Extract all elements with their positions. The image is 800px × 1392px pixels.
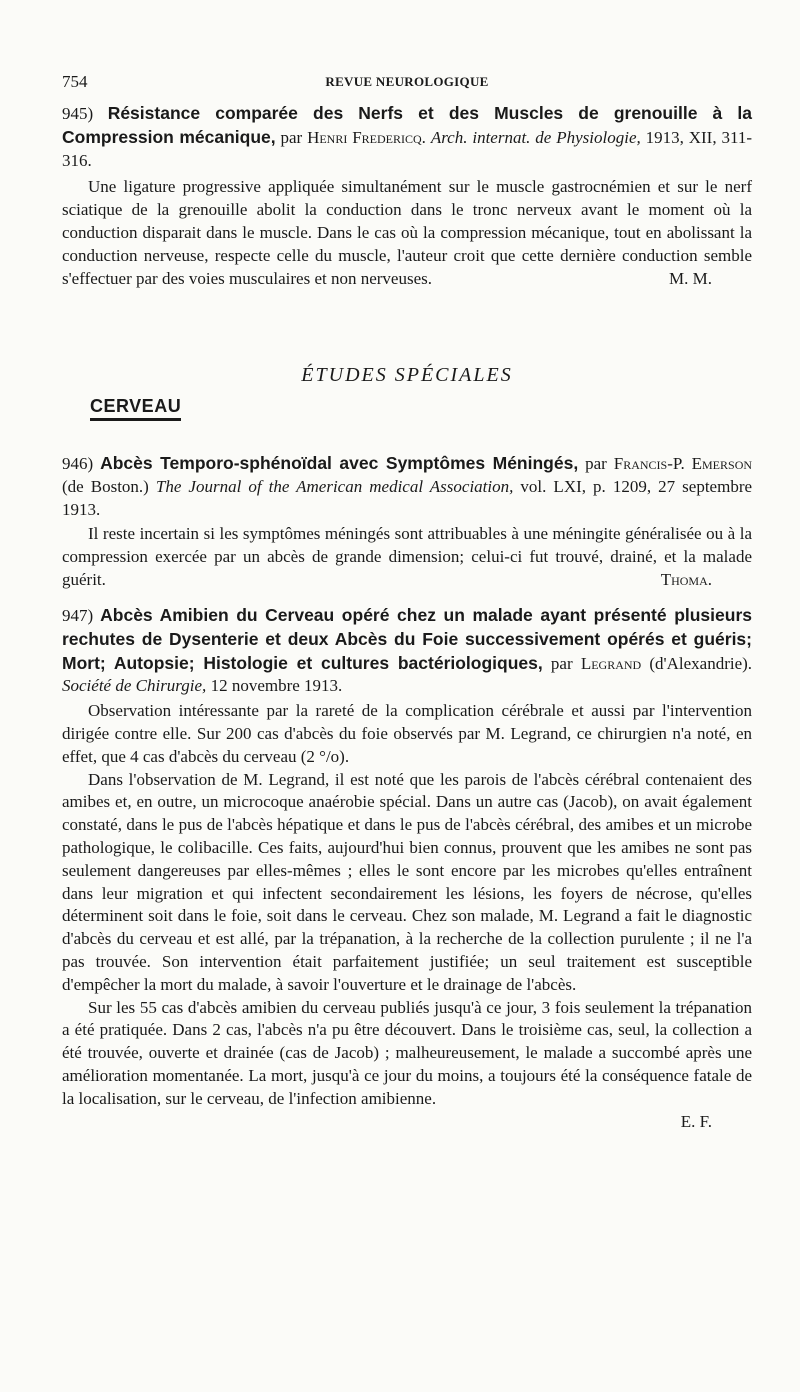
entry-title: Abcès Amibien du Cerveau opéré chez un malade ayant présenté plusieurs rechutes de Dysenterie et deux Abcès du Foie successivement opérés et guéris; Mort; Autopsie; Histologie et cultures bactériologiques, [62, 605, 752, 673]
entry-946 [62, 452, 752, 592]
page-number: 754 [62, 72, 88, 91]
by-word: par [280, 127, 303, 147]
by-word: par [585, 454, 607, 473]
entry-signature: E. F. [680, 1111, 712, 1131]
entry-place: (d'Alexandrie). [649, 653, 753, 673]
entry-946-body [62, 523, 752, 591]
entry-title: Résistance comparée des Nerfs et des Muscles de grenouille à la Compression mécanique, [62, 103, 753, 147]
entry-reference: 12 novembre 1913. [210, 676, 343, 696]
journal-page [62, 0, 752, 1392]
running-title: REVUE NEUROLOGIQUE [325, 74, 489, 89]
journal-name: Société de Chirurgie, [62, 676, 207, 696]
entry-945 [62, 102, 752, 290]
entry-947-paragraph-1: Observation intéressante par la rareté de la complication cérébrale et aussi par l'intervention dirigée contre elle. Sur 200 cas d'abcès du foie observés par M. Legrand, ce chirurgien n'a noté, en effet, que 4 cas d'abcès du cerveau (2 °/o). [62, 701, 752, 766]
body-text: Une ligature progressive appliquée simultanément sur le muscle gastrocnémien et sur le nerf sciatique de la grenouille abolit la conduction dans le tronc nerveux avant le moment où la conduction disparait dans le muscle. Dans le cas où la compression mécanique, tout en abolissant la conduction nerveuse, respecte celle du muscle, l'auteur croit que cette dernière conduction semble s'effectuer par des voies musculaires et non nerveuses. [62, 177, 752, 288]
entry-title: Abcès Temporo-sphénoïdal avec Symptômes Méningés, [100, 453, 579, 473]
entry-number: 945) [62, 104, 94, 123]
entry-signature: M. M. [669, 268, 712, 288]
entry-947-paragraph-3: Sur les 55 cas d'abcès amibien du cerveau publiés jusqu'à ce jour, 3 fois seulement la trépanation a été pratiquée. Dans 2 cas, l'abcès n'a pu être découvert. Dans le troisième cas, seul, la collection a été trouvée, ouverte et drainée (cas de Jacob) ; malheureusement, le malade a succombé après une amélioration momentanée. La mort, jusqu'à ce jour du moins, a toujours été la conséquence fatale de la localisation, sur le cerveau, de l'infection amibienne. [62, 997, 752, 1108]
rubric-heading: CERVEAU [90, 396, 181, 421]
entry-945-heading [62, 102, 752, 172]
page-header [62, 72, 752, 94]
body-text: Il reste incertain si les symptômes méningés sont attribuables à une méningite généralisée ou à la compression exercée par un abcès de grande dimension; celui-ci fut trouvé, drainé, et la malade guérit. [62, 524, 752, 589]
entry-author: Legrand [580, 653, 642, 673]
entry-946-heading [62, 452, 752, 521]
entry-author: Henri Fredericq. [307, 127, 426, 147]
entry-number: 947) [62, 606, 94, 625]
entry-place: (de Boston.) [62, 476, 149, 496]
journal-name: The Journal of the American medical Association, [155, 476, 514, 496]
journal-name: Arch. internat. de Physiologie, [430, 127, 641, 147]
entry-947-heading [62, 604, 752, 698]
by-word: par [550, 653, 573, 673]
entry-945-body [62, 176, 752, 290]
entry-number: 946) [62, 454, 94, 473]
entry-author: Francis-P. Emerson [613, 454, 753, 473]
entry-reference: 1913, XII, 311-316. [62, 127, 752, 170]
section-title: ÉTUDES SPÉCIALES [301, 364, 513, 386]
entry-signature: Thoma. [660, 569, 712, 589]
entry-reference: vol. LXI, p. 1209, 27 septembre 1913. [62, 476, 753, 519]
entry-947 [62, 604, 752, 1133]
entry-947-paragraph-2: Dans l'observation de M. Legrand, il est noté que les parois de l'abcès cérébral contenaient des amibes et, en outre, un microcoque anaérobie spécial. Dans un autre cas (Jacob), on avait également constaté, dans le pus de l'abcès hépatique et dans le pus de l'abcès cérébral, des amibes et un microbe pathologique, le colibacille. Ces faits, aujourd'hui bien connus, prouvent que les amibes ne sont pas seulement dangereuses par elles-mêmes ; elles le sont encore par les microbes qu'elles entraînent dans leur migration et qui infectent secondairement les lésions, les foyers de nécrose, qu'elles déterminent soit dans le foie, soit dans le cerveau. Chez son malade, M. Legrand a fait le diagnostic d'abcès du cerveau et est allé, par la trépanation, à la recherche de la collection purulente ; il ne l'a pas trouvée. Son intervention était parfaitement justifiée; un seul traitement est susceptible d'empêcher la mort du malade, à savoir l'ouverture et le drainage de l'abcès. [62, 769, 752, 994]
